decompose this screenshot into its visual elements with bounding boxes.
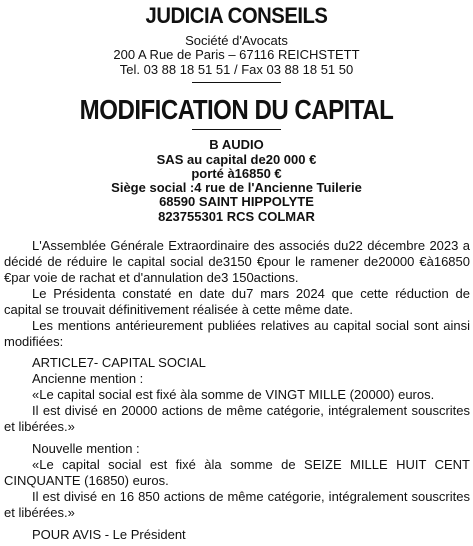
company-capital-raised: porté à16850 € xyxy=(191,166,282,181)
paragraph-modifications: Les mentions antérieurement publiées relatives au capital social sont ainsi modifiées: xyxy=(4,318,470,349)
closing-signature: POUR AVIS - Le Président xyxy=(32,527,186,542)
firm-type: Société d'Avocats xyxy=(185,33,288,48)
new-mention-capital: «Le capital social est fixé àla somme de SEIZE MILLE HUIT CENT CINQUANTE (16850) euros. xyxy=(4,457,470,488)
header-divider xyxy=(192,82,281,83)
article-heading: ARTICLE7- CAPITAL SOCIAL xyxy=(32,355,206,370)
firm-name: JUDICIA CONSEILS xyxy=(145,3,328,28)
old-mention-capital: «Le capital social est fixé àla somme de VINGT MILLE (20000) euros. xyxy=(32,387,435,402)
company-name: B AUDIO xyxy=(209,137,264,152)
firm-phone-fax: Tel. 03 88 18 51 51 / Fax 03 88 18 51 50 xyxy=(119,62,354,77)
old-mention-shares: Il est divisé en 20000 actions de même catégorie, intégralement souscrites et libérées.» xyxy=(4,403,470,434)
paragraph-decision: L'Assemblée Générale Extraordinaire des associés du22 décembre 2023 a décidé de réduire le capital social de3150 €pour le ramener de20000 €à16850 €par voie de rachat et d'annulation de3 150actions. xyxy=(4,238,470,285)
company-seat: Siège social :4 rue de l'Ancienne Tuilerie xyxy=(111,180,362,195)
notice-title: MODIFICATION DU CAPITAL xyxy=(79,94,394,125)
title-divider xyxy=(192,129,281,130)
company-rcs: 823755301 RCS COLMAR xyxy=(158,209,315,224)
company-city: 68590 SAINT HIPPOLYTE xyxy=(159,194,314,209)
firm-address: 200 A Rue de Paris – 67116 REICHSTETT xyxy=(113,47,360,62)
new-mention-label: Nouvelle mention : xyxy=(32,441,140,456)
new-mention-shares: Il est divisé en 16 850 actions de même catégorie, intégralement souscrites et libérées.» xyxy=(4,489,470,520)
company-form: SAS au capital de20 000 € xyxy=(156,152,317,167)
old-mention-label: Ancienne mention : xyxy=(32,371,144,386)
paragraph-realisation: Le Présidenta constaté en date du7 mars 2024 que cette réduction de capital se trouvait définitivement réalisée à cette même date. xyxy=(4,286,470,317)
